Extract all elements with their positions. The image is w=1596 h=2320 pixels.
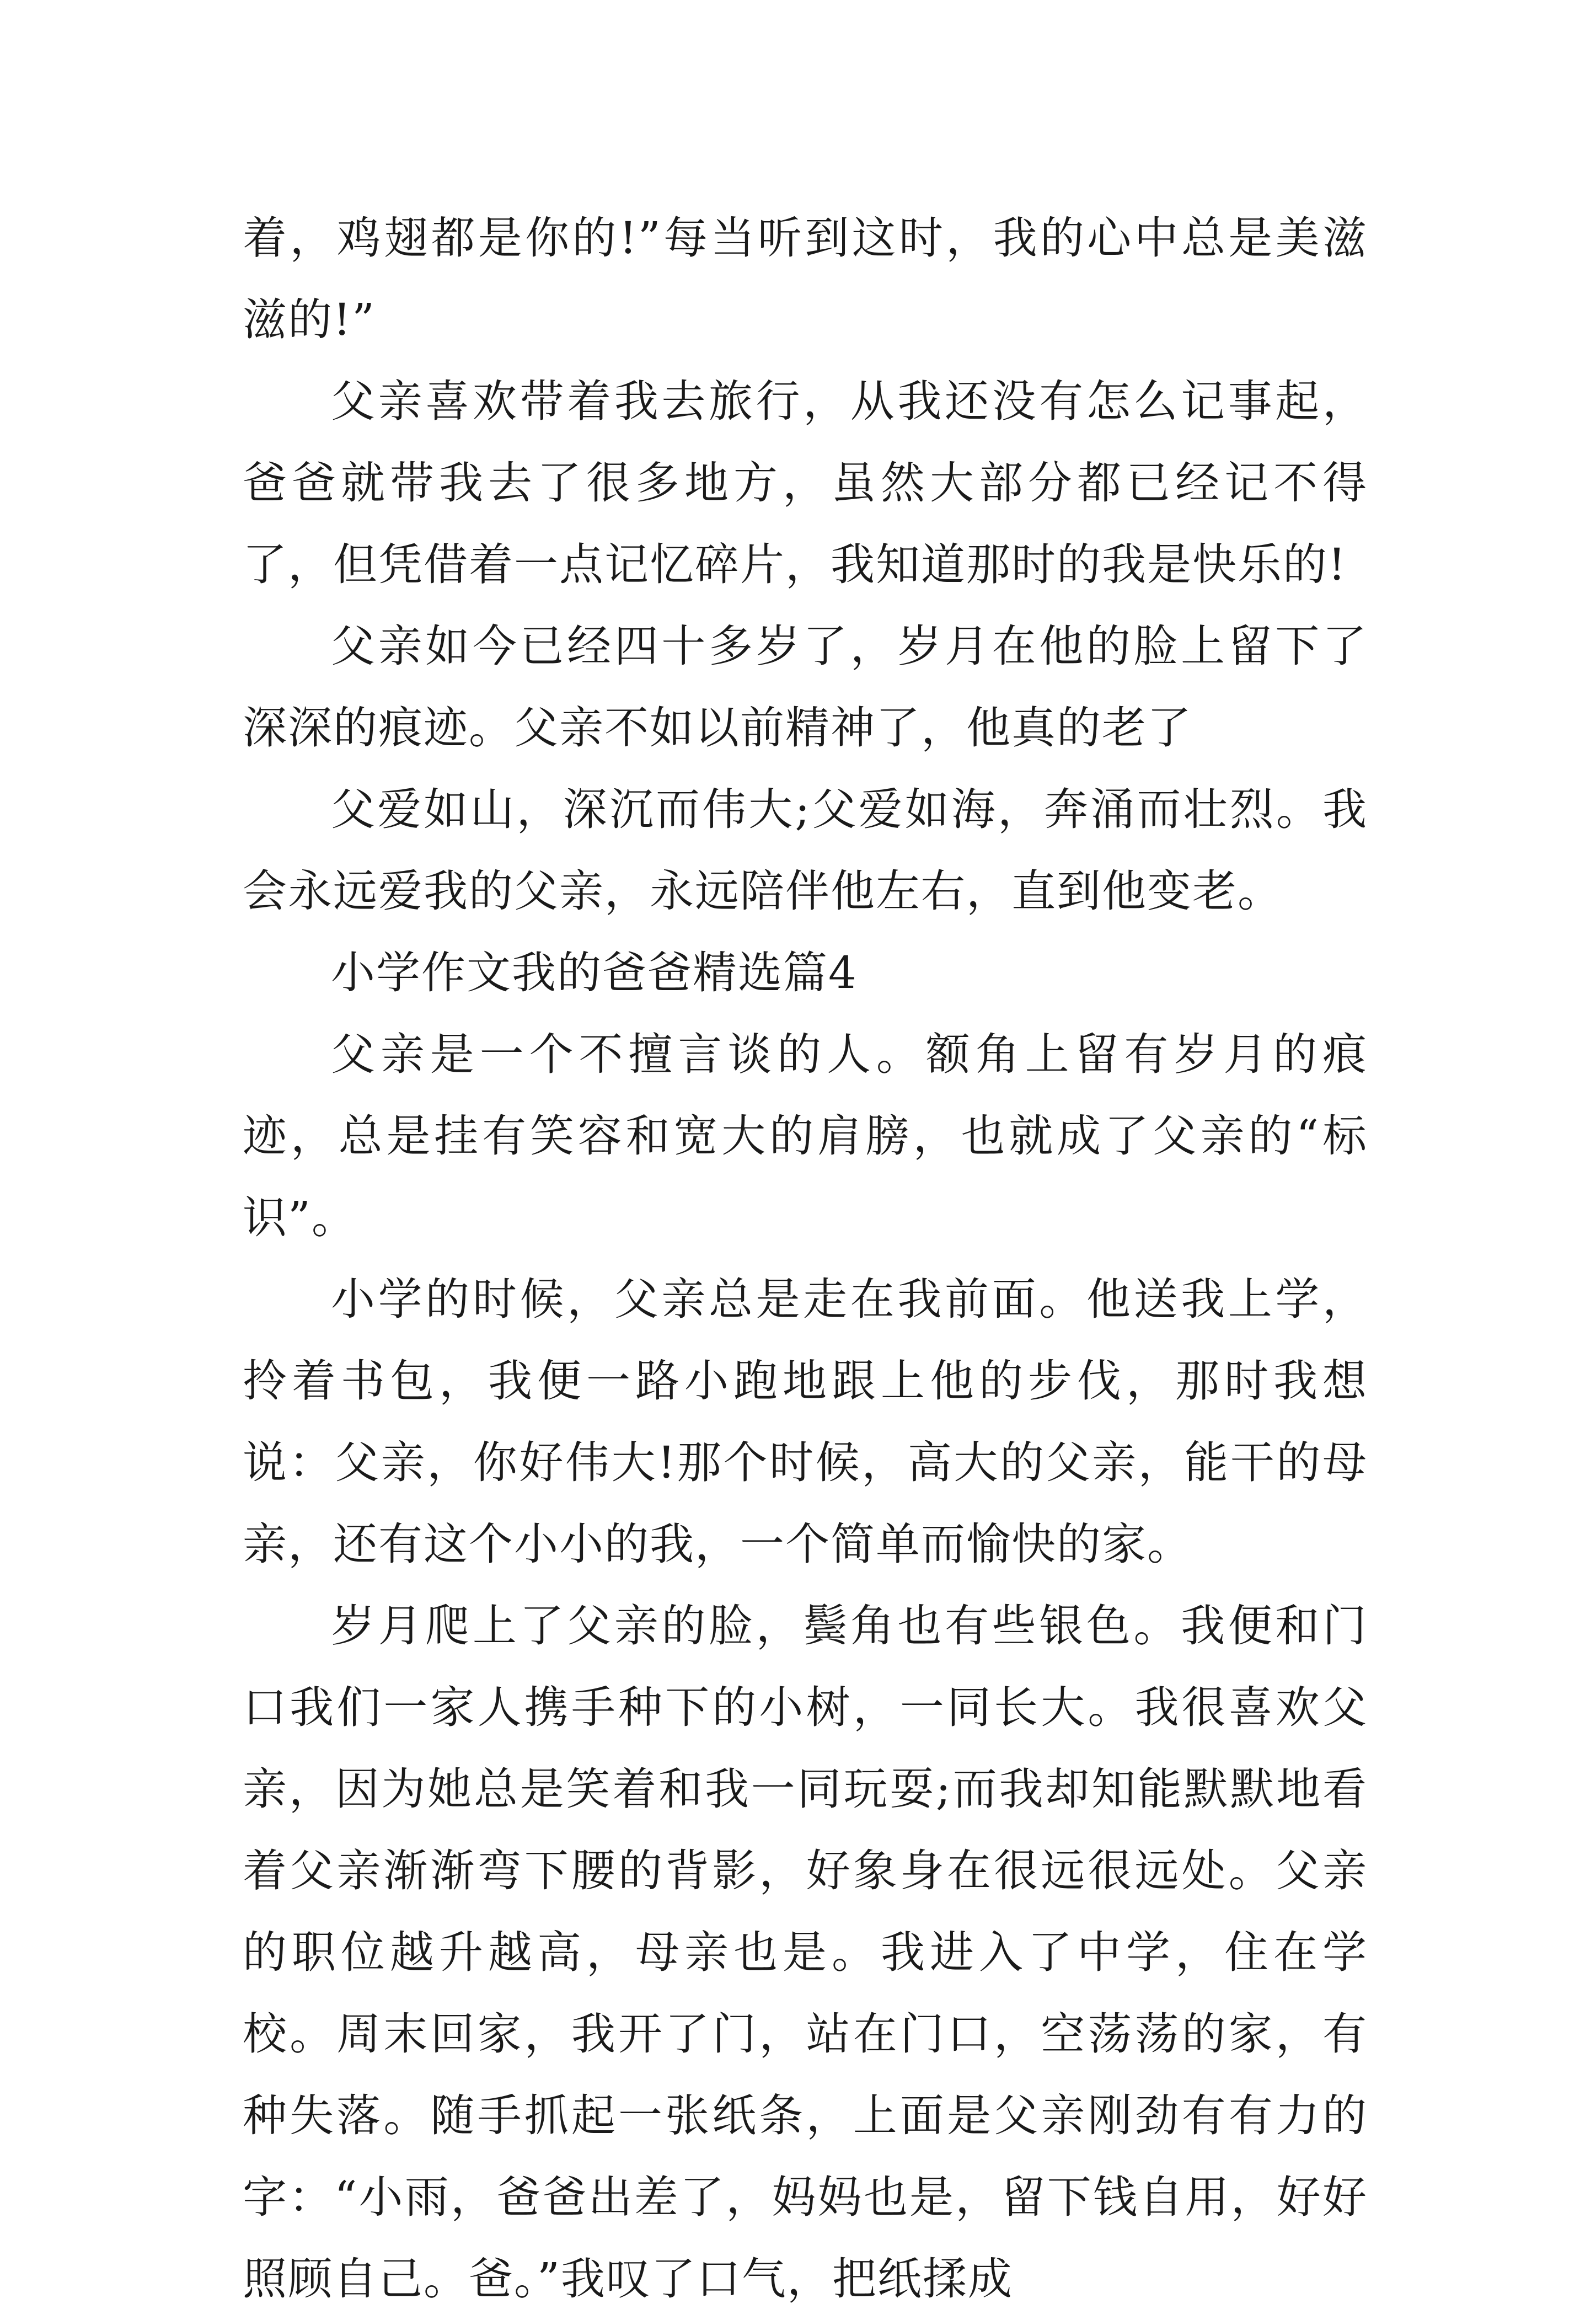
paragraph: 父爱如山，深沉而伟大;父爱如海，奔涌而壮烈。我会永远爱我的父亲，永远陪伴他左右，直到他变老。 xyxy=(243,784,1368,917)
paragraph: 岁月爬上了父亲的脸，鬓角也有些银色。我便和门口我们一家人携手种下的小树，一同长大。我很喜欢父亲，因为她总是笑着和我一同玩耍;而我却知能默默地看着父亲渐渐弯下腰的背影，好象身在很远很远处。父亲的职位越升越高，母亲也是。我进入了中学，住在学校。周末回家，我开了门，站在门口，空荡荡的家，有种失落。随手抓起一张纸条，上面是父亲刚劲有有力的字：“小雨，爸爸出差了，妈妈也是，留下钱自用，好好照顾自己。爸。”我叹了口气，把纸揉成 xyxy=(243,1600,1368,2305)
paragraph-continuation: 着，鸡翅都是你的!”每当听到这时，我的心中总是美滋滋的!” xyxy=(243,212,1368,345)
paragraph: 父亲是一个不擅言谈的人。额角上留有岁月的痕迹，总是挂有笑容和宽大的肩膀，也就成了父亲的“标识”。 xyxy=(243,1029,1368,1243)
paragraph: 父亲如今已经四十多岁了，岁月在他的脸上留下了深深的痕迹。父亲不如以前精神了，他真的老了 xyxy=(243,621,1368,753)
body-text xyxy=(243,197,1368,2320)
paragraph: 父亲喜欢带着我去旅行，从我还没有怎么记事起，爸爸就带我去了很多地方，虽然大部分都已经记不得了，但凭借着一点记忆碎片，我知道那时的我是快乐的! xyxy=(243,376,1368,590)
paragraph: 小学的时候，父亲总是走在我前面。他送我上学，拎着书包，我便一路小跑地跟上他的步伐，那时我想说：父亲，你好伟大!那个时候，高大的父亲，能干的母亲，还有这个小小的我，一个简单而愉快的家。 xyxy=(243,1274,1368,1570)
section-heading: 小学作文我的爸爸精选篇4 xyxy=(331,947,858,998)
